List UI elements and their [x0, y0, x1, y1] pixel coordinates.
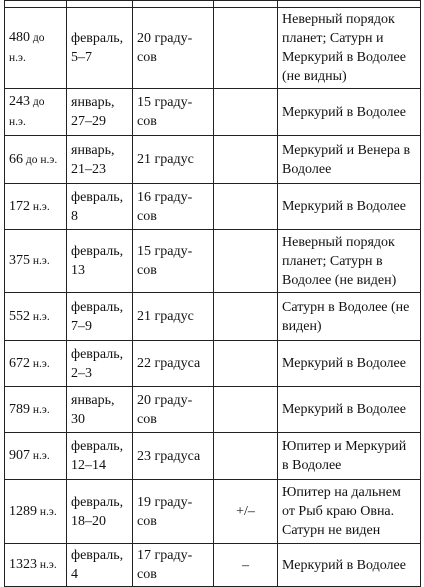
year-number: 375	[9, 253, 30, 268]
table-row	[5, 341, 421, 387]
year-number: 907	[9, 448, 30, 463]
year-number: 1289	[9, 503, 37, 519]
year-era: н.э.	[37, 505, 57, 518]
year-cell	[5, 433, 67, 480]
note-cell: Меркурий в Водолее	[278, 544, 421, 587]
mark-cell	[214, 341, 278, 387]
mark-cell	[214, 230, 278, 293]
year-cell	[5, 544, 67, 587]
degree-cell: 20 граду-сов	[133, 8, 214, 89]
note-cell: Неверный порядок планет; Сатурн и Меркурий в Водолее (не видны)	[278, 8, 421, 89]
table-row	[5, 387, 421, 433]
degree-cell: 22 градуса	[133, 341, 214, 387]
table-body	[5, 1, 421, 587]
table-row	[5, 89, 421, 136]
table-row	[5, 184, 421, 230]
degree-cell: 21 градус	[133, 293, 214, 341]
mark-cell	[214, 184, 278, 230]
mark-cell: +/–	[214, 480, 278, 544]
year-number: 172	[9, 198, 30, 214]
year-number: 1323	[9, 557, 37, 572]
degree-cell: 16 граду-сов	[133, 184, 214, 230]
degree-cell: 15 граду-сов	[133, 230, 214, 293]
year-cell	[5, 480, 67, 544]
year-cell	[5, 387, 67, 433]
table-row	[5, 230, 421, 293]
year-era: н.э.	[30, 255, 50, 267]
note-cell: Сатурн в Водолее (не виден)	[278, 293, 421, 341]
year-era: н.э.	[37, 559, 57, 571]
year-number: 672	[9, 355, 30, 371]
year-era: до н.э.	[9, 32, 45, 64]
year-cell	[5, 184, 67, 230]
degree-cell: 23 градуса	[133, 433, 214, 480]
date-cell: январь, 30	[67, 387, 133, 433]
degree-cell: 21 градус	[133, 136, 214, 184]
year-era: н.э.	[30, 310, 50, 323]
degree-cell: 20 граду-сов	[133, 387, 214, 433]
table-row	[5, 8, 421, 89]
year-cell	[5, 8, 67, 89]
note-cell: Неверный порядок планет; Сатурн в Водолее (не виден)	[278, 230, 421, 293]
mark-cell	[214, 433, 278, 480]
date-cell: февраль, 18–20	[67, 480, 133, 544]
date-cell: февраль, 5–7	[67, 8, 133, 89]
note-cell: Меркурий в Водолее	[278, 387, 421, 433]
note-cell: Меркурий в Водолее	[278, 89, 421, 136]
note-cell: Юпитер на дальнем от Рыб краю Овна. Сатурн не виден	[278, 480, 421, 544]
note-cell: Меркурий в Водолее	[278, 184, 421, 230]
mark-cell	[214, 293, 278, 341]
year-era: до н.э.	[9, 96, 45, 128]
date-cell: февраль, 12–14	[67, 433, 133, 480]
note-cell: Меркурий и Венера в Водолее	[278, 136, 421, 184]
date-cell: январь, 27–29	[67, 89, 133, 136]
year-era: н.э.	[30, 200, 50, 213]
degree-cell: 15 граду-сов	[133, 89, 214, 136]
year-number: 66	[9, 151, 23, 167]
mark-cell	[214, 387, 278, 433]
mark-cell: –	[214, 544, 278, 587]
date-cell: февраль, 7–9	[67, 293, 133, 341]
year-era: н.э.	[30, 403, 50, 416]
note-cell: Юпитер и Меркурий в Водолее	[278, 433, 421, 480]
year-number: 480	[9, 30, 30, 45]
year-number: 789	[9, 401, 30, 417]
year-number: 243	[9, 94, 30, 109]
year-cell	[5, 341, 67, 387]
year-cell	[5, 136, 67, 184]
table-row	[5, 136, 421, 184]
mark-cell	[214, 8, 278, 89]
year-cell	[5, 293, 67, 341]
date-cell: февраль, 13	[67, 230, 133, 293]
note-cell: Меркурий в Водолее	[278, 341, 421, 387]
degree-cell: 17 граду-сов	[133, 544, 214, 587]
year-era: н.э.	[30, 357, 50, 370]
mark-cell	[214, 136, 278, 184]
date-cell: февраль, 4	[67, 544, 133, 587]
year-era: н.э.	[30, 450, 50, 462]
mark-cell	[214, 89, 278, 136]
date-cell: февраль, 8	[67, 184, 133, 230]
data-table	[4, 0, 421, 587]
year-era: до н.э.	[23, 153, 58, 166]
year-cell	[5, 89, 67, 136]
date-cell: январь, 21–23	[67, 136, 133, 184]
table-row	[5, 480, 421, 544]
year-number: 552	[9, 308, 30, 324]
table-row-top-edge	[5, 1, 421, 8]
table-row	[5, 433, 421, 480]
table-row	[5, 293, 421, 341]
degree-cell: 19 граду-сов	[133, 480, 214, 544]
table-row	[5, 544, 421, 587]
year-cell	[5, 230, 67, 293]
date-cell: февраль, 2–3	[67, 341, 133, 387]
